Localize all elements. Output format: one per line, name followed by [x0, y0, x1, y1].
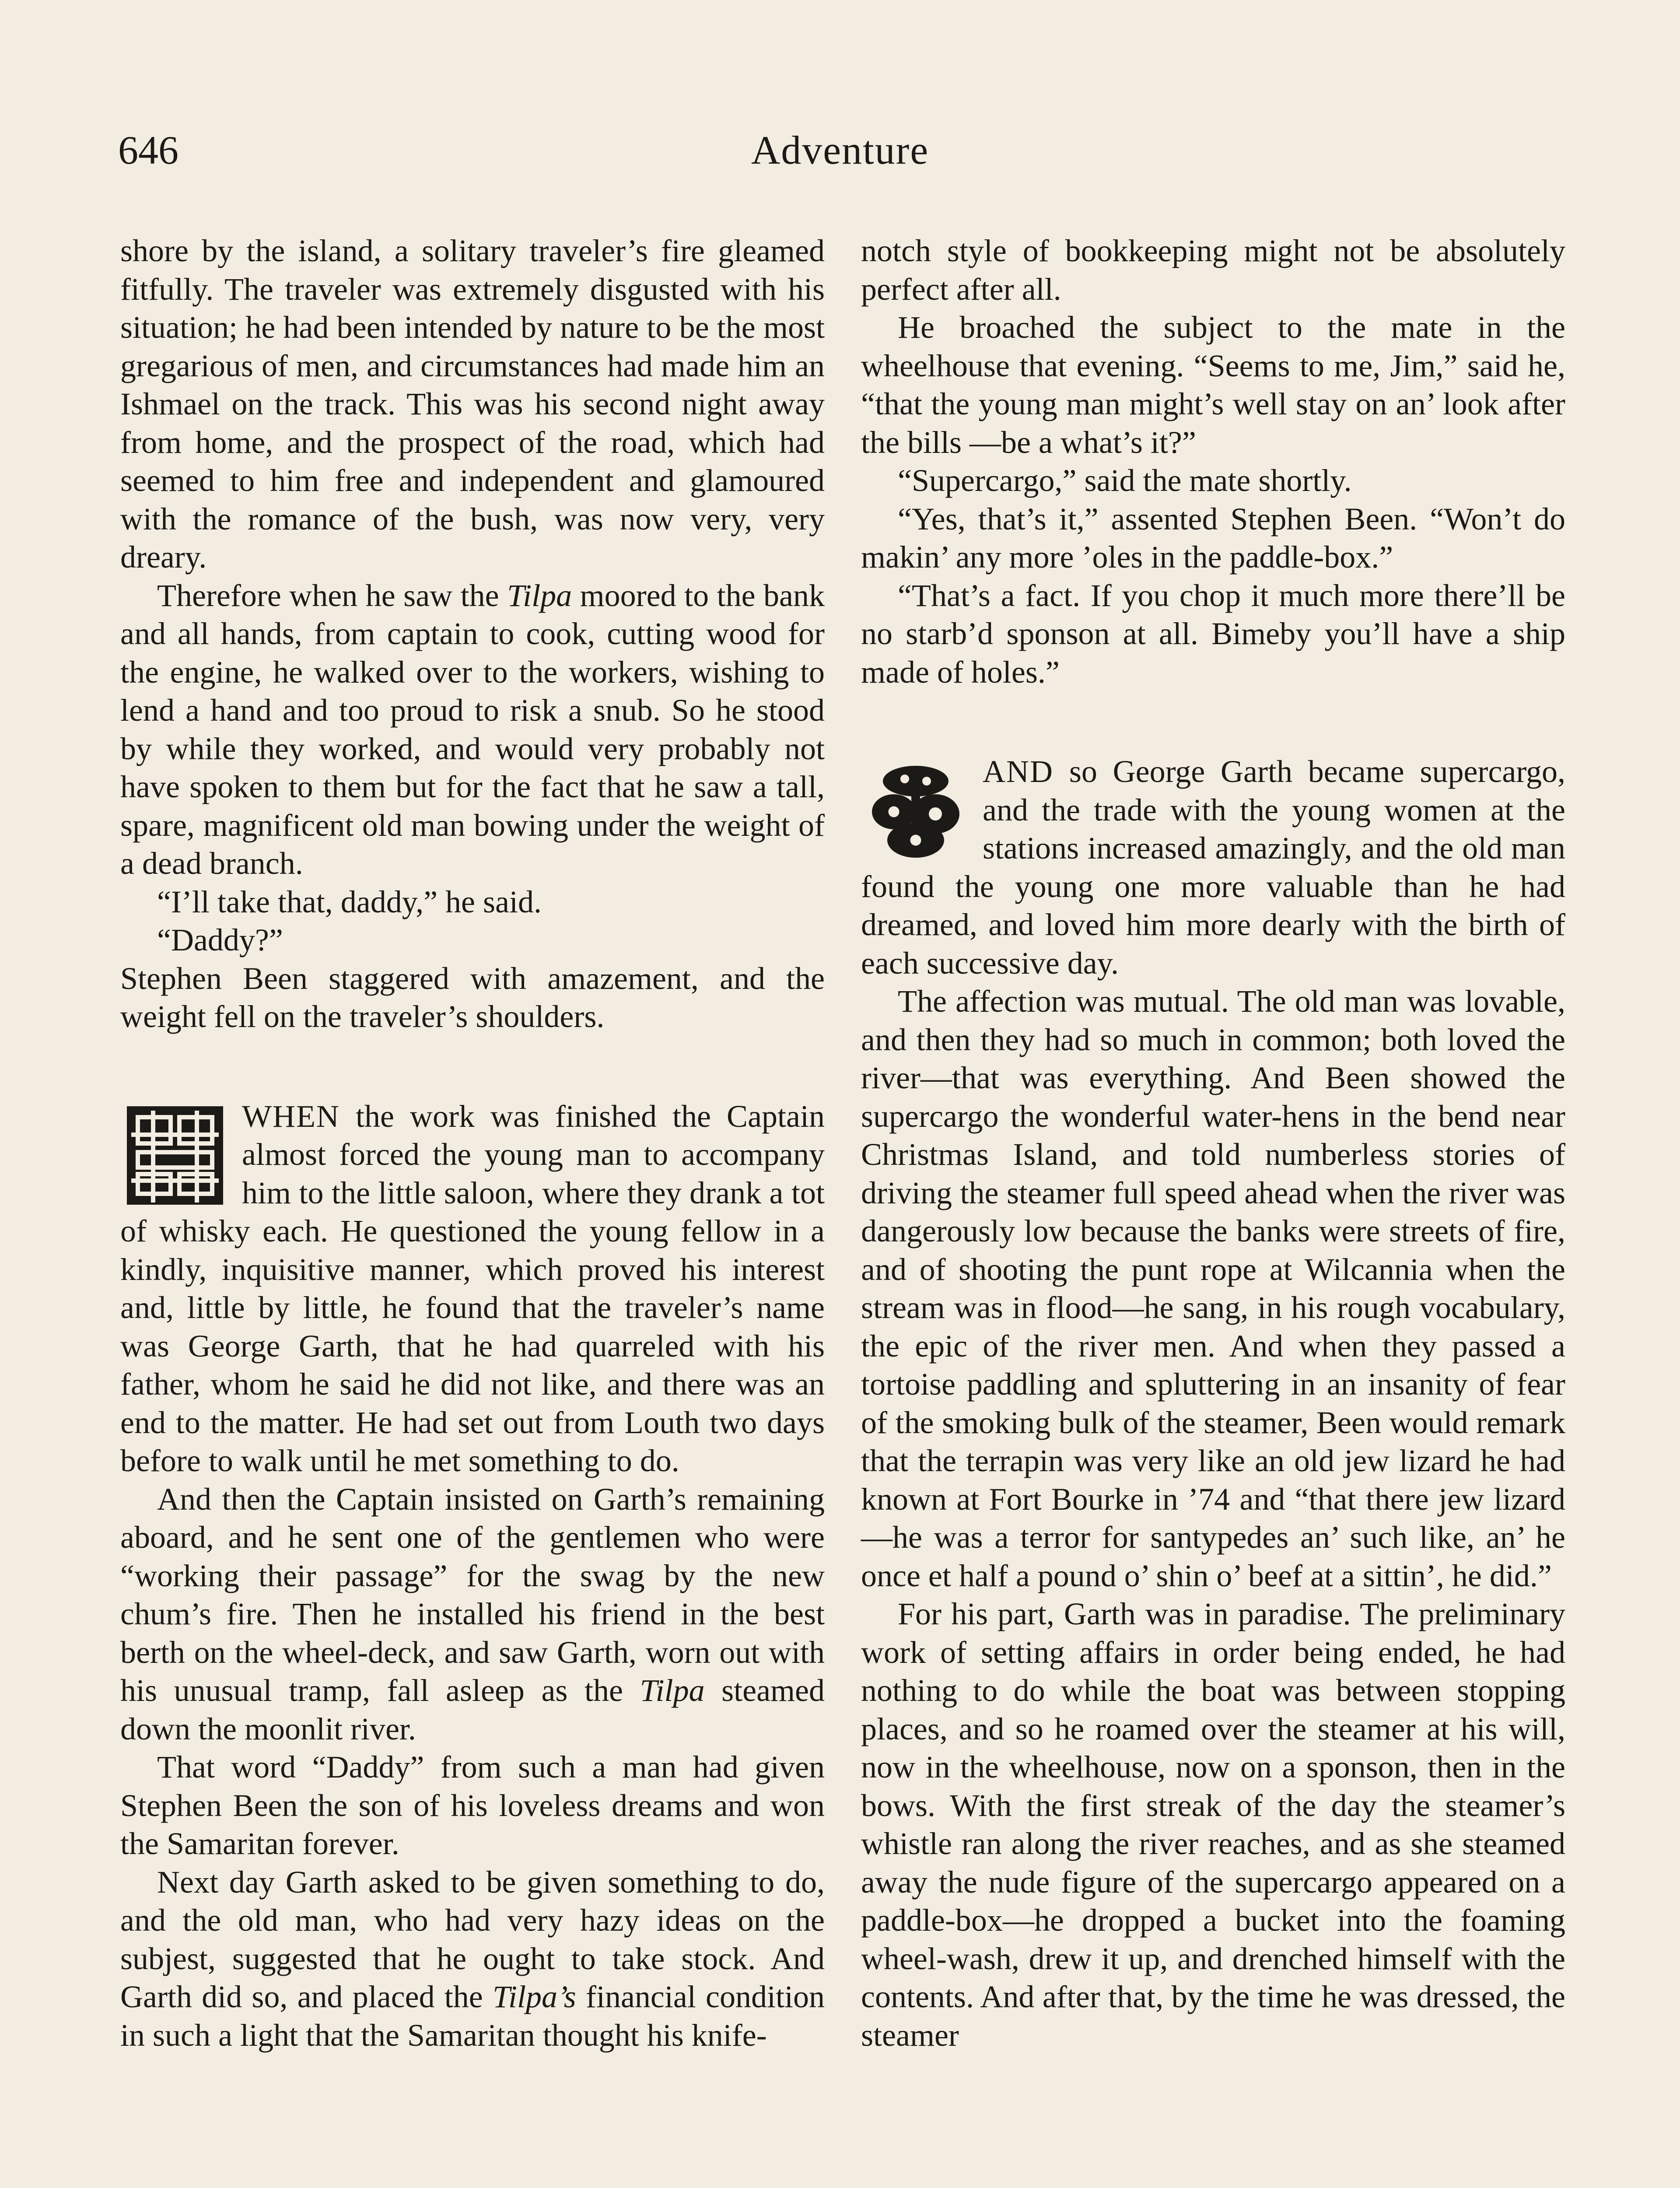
section-opening-paragraph: WHEN the work was finished the Captain almost forced the young man to accompany him to the little saloon, where they drank a tot of whisky each. He questioned the young fellow in a kindly, inquisitive manner, which proved his interest and, little by little, he found that the traveler’s name was George Garth, that he had quarreled with his father, whom he said he did not like, and there was an end to the matter. He had set out from Louth two days before to walk until he met something to do.	[120, 1098, 825, 1478]
dialogue-line: “Yes, that’s it,” assented Stephen Been. “Won’t do makin’ any more ’oles in the paddle-box.”	[861, 501, 1565, 575]
paragraph: He broached the subject to the mate in the wheelhouse that evening. “Seems to me, Jim,” said he, “that the young man might’s well stay on an’ look after the bills —be a what’s it?”	[861, 310, 1565, 460]
page-header	[118, 127, 1562, 197]
right-column	[861, 232, 1565, 2055]
paragraph: For his part, Garth was in paradise. The preliminary work of setting affairs in order being ended, he had nothing to do while the boat was between stopping places, and so he roamed over the steamer at his will, now in the wheelhouse, now on a sponson, then in the bows. With the first streak of the day the steamer’s whistle ran along the river reaches, and as she steamed away the nude figure of the supercargo appeared on a paddle-box—he dropped a bucket into the foaming wheel-wash, drew it up, and drenched himself with the contents. And after that, by the time he was dressed, the steamer	[861, 1596, 1565, 2053]
ship-name: Tilpa	[640, 1673, 705, 1708]
ship-name: Tilpa’s	[492, 1979, 576, 2014]
paragraph: Next day Garth asked to be given something to do, and the old man, who had very hazy ideas on the subjest, suggested that he ought to take stock. And Garth did so, and placed the Tilpa’s financial condition in such a light that the Samaritan thought his knife-	[120, 1864, 825, 2053]
dialogue-line: “I’ll take that, daddy,” he said.	[157, 884, 542, 919]
paragraph: Stephen Been staggered with amazement, and the weight fell on the traveler’s shoulders.	[120, 961, 825, 1034]
section-lead-word: WHEN	[242, 1098, 340, 1134]
knotwork-ornament-icon	[120, 1102, 230, 1211]
section-lead-word: AND	[983, 754, 1054, 789]
ship-name: Tilpa	[507, 578, 572, 613]
paragraph: Therefore when he saw the Tilpa moored to the bank and all hands, from captain to cook, cutting wood for the engine, he walked over to the workers, wishing to lend a hand and too proud to risk a snub. So he stood by while they worked, and would very probably not have spoken to them but for the fact that he saw a tall, spare, magnificent old man bowing under the weight of a dead branch.	[120, 578, 825, 881]
page-number: 646	[118, 128, 178, 172]
paragraph: And then the Captain insisted on Garth’s remaining aboard, and he sent one of the gentlemen who were “working their passage” for the swag by the new chum’s fire. Then he installed his friend in the best berth on the wheel-deck, and saw Garth, worn out with his unusual tramp, fall asleep as the Tilpa steamed down the moonlit river.	[120, 1481, 825, 1746]
paragraph: shore by the island, a solitary traveler’s fire gleamed fitfully. The traveler was extremely disgusted with his situation; he had been intended by nature to be the most gregarious of men, and circumstances had made him an Ishmael on the track. This was his second night away from home, and the prospect of the road, which had seemed to him free and independent and glamoured with the romance of the bush, was now very, very dreary.	[120, 233, 825, 575]
running-title: Adventure	[751, 128, 929, 172]
dialogue-line: “Supercargo,” said the mate shortly.	[898, 463, 1352, 498]
floral-ornament-icon	[861, 757, 970, 866]
dialogue-line: “That’s a fact. If you chop it much more there’ll be no starb’d sponson at all. Bimeby you’ll have a ship made of holes.”	[861, 578, 1565, 690]
dialogue-line: “Daddy?”	[157, 922, 283, 957]
paragraph: The affection was mutual. The old man was lovable, and then they had so much in common; both loved the river—that was everything. And Been showed the supercargo the wonderful water-hens in the bend near Christmas Island, and told numberless stories of driving the steamer full speed ahead when the river was dangerously low because the banks were streets of fire, and of shooting the punt rope at Wilcannia when the stream was in flood—he sang, in his rough vocabulary, the epic of the river men. And when they passed a tortoise paddling and spluttering in an insanity of fear of the smoking bulk of the steamer, Been would remark that the terrapin was very like an old jew lizard he had known at Fort Bourke in ’74 and “that there jew lizard—he was a terror for santypedes an’ such like, an’ he once et half a pound o’ shin o’ beef at a sittin’, he did.”	[861, 984, 1565, 1593]
paragraph: That word “Daddy” from such a man had given Stephen Been the son of his loveless dreams and won the Samaritan forever.	[120, 1750, 825, 1861]
left-column	[120, 232, 825, 2055]
section-opening-paragraph: AND so George Garth became supercargo, and the trade with the young women at the stations increased amazingly, and the old man found the young one more valuable than he had dreamed, and loved him more dearly with the birth of each successive day.	[861, 754, 1565, 981]
paragraph: notch style of bookkeeping might not be absolutely perfect after all.	[861, 233, 1565, 307]
